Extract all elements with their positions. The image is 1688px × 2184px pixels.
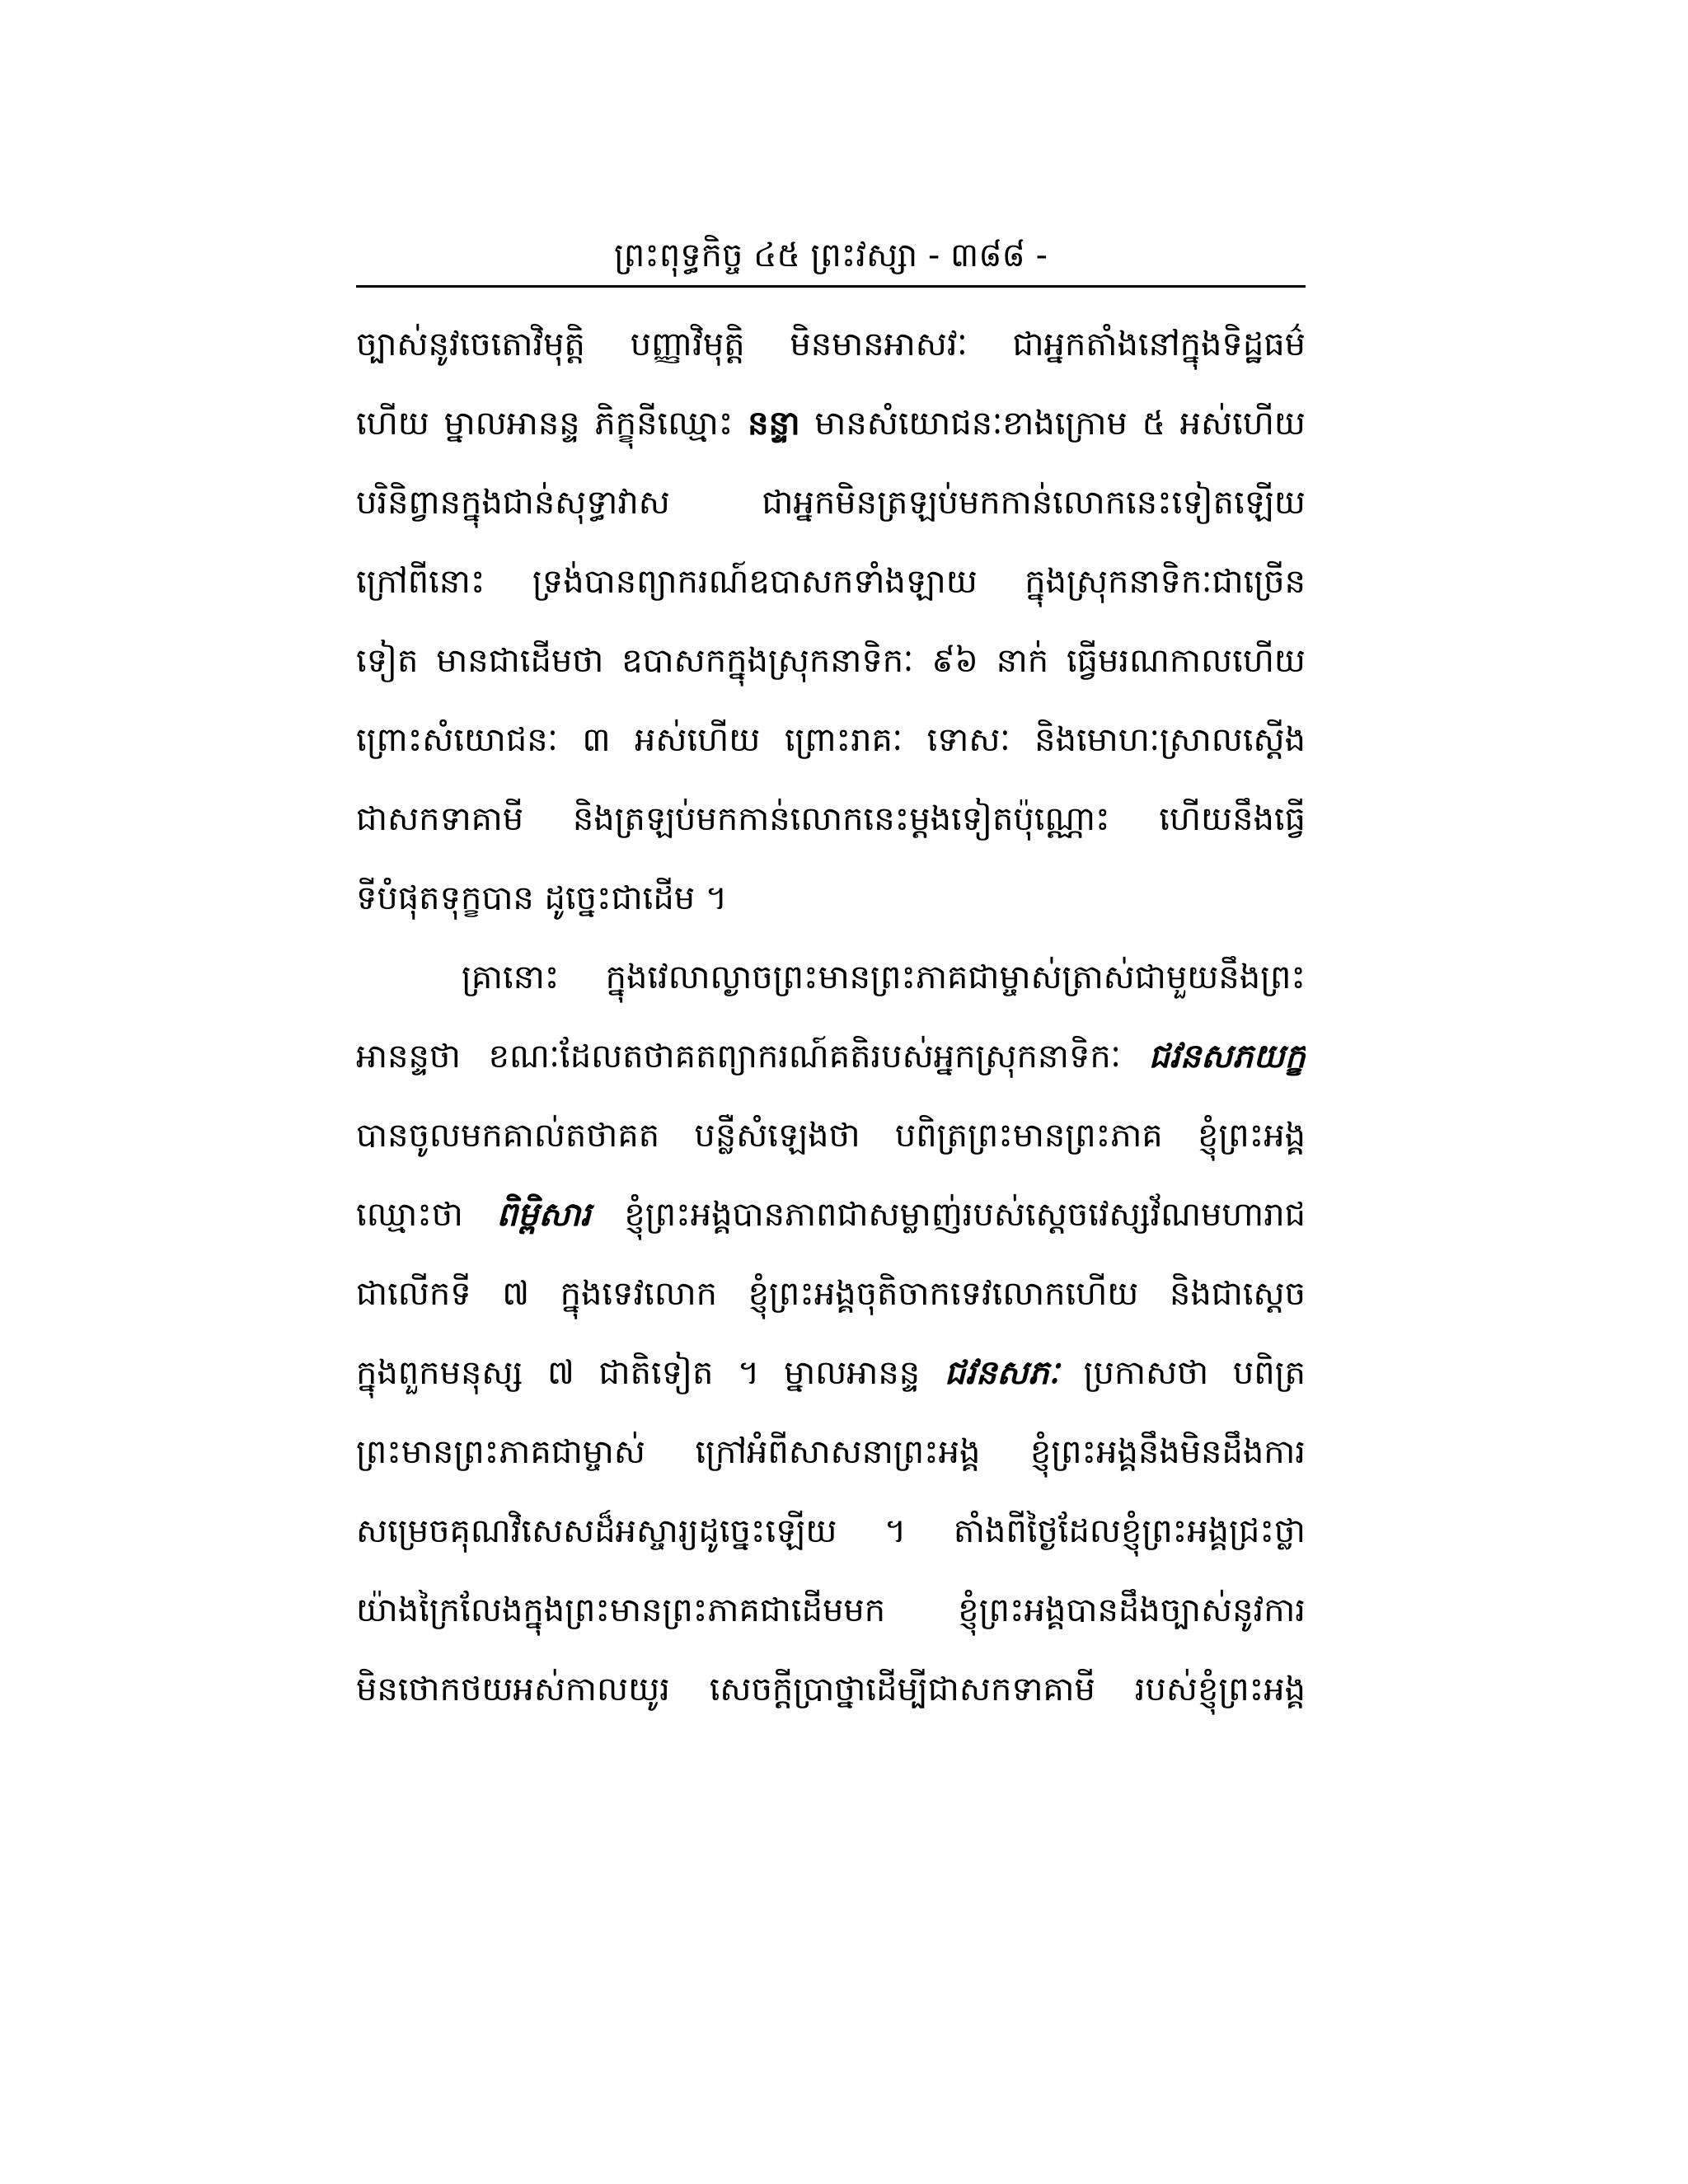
text-line-5: ទៀត មានជាដើមថា ឧបាសកក្នុងស្រុកនាទិកៈ ៩៦ នាក់ ធ្វើមរណកាលហើយ	[356, 642, 1306, 680]
text-line-2: ហើយ ម្នាលអានន្ទ ភិក្ខុនីឈ្មោះ នន្ទា មានសំយោជនៈខាងក្រោម ៥ អស់ហើយ	[356, 405, 1306, 443]
text-line-7: ជាសកទាគាមី និងត្រឡប់មកកាន់លោកនេះម្តងទៀតប៉ុណ្ណោះ ហើយនឹងធ្វើ	[356, 800, 1306, 838]
text-line-1: ច្បាស់នូវចេតោវិមុត្តិ បញ្ញាវិមុត្តិ មិនមានអាសវៈ ជាអ្នកតាំងនៅក្នុងទិដ្ឋធម៌	[356, 326, 1306, 363]
header-divider	[356, 285, 1306, 288]
text-line-11: បានចូលមកគាល់តថាគត បន្លឺសំឡេងថា បពិត្រព្រះមានព្រះភាគ ខ្ញុំព្រះអង្គ	[356, 1117, 1306, 1155]
bold-name-javanasabha-yakkha: ជវនសភយក្ខ	[1148, 1038, 1306, 1076]
text-line-3: បរិនិព្វានក្នុងជាន់សុទ្ធាវាស ជាអ្នកមិនត្រឡប់មកកាន់លោកនេះទៀតឡើយ	[356, 484, 1306, 522]
text-line-9: គ្រានោះ ក្នុងវេលាល្ងាចព្រះមានព្រះភាគជាម្ចាស់ត្រាស់ជាមួយនឹងព្រះ	[462, 958, 1306, 996]
text-line-17: យ៉ាងក្រៃលែងក្នុងព្រះមានព្រះភាគជាដើមមក ខ្ញុំព្រះអង្គបានដឹងច្បាស់នូវការ	[356, 1591, 1306, 1629]
text-line-10: អានន្ទថា ខណៈដែលតថាគតព្យាករណ៍គតិរបស់អ្នកស្រុកនាទិកៈ ជវនសភយក្ខ	[356, 1038, 1306, 1076]
text-line-4: ក្រៅពីនោះ ទ្រង់បានព្យាករណ៍ឧបាសកទាំងឡាយ ក្នុងស្រុកនាទិកៈជាច្រើន	[356, 563, 1306, 601]
text-line-15: ព្រះមានព្រះភាគជាម្ចាស់ ក្រៅអំពីសាសនាព្រះអង្គ ខ្ញុំព្រះអង្គនឹងមិនដឹងការ	[356, 1433, 1306, 1471]
page-header: ព្រះពុទ្ធកិច្ច ៤៥ ព្រះវស្សា - ៣៨៨ -	[613, 237, 1048, 274]
text-line-18: មិនថោកថយអស់កាលយូរ សេចក្តីប្រាថ្នាដើម្បីជាសកទាគាមី របស់ខ្ញុំព្រះអង្គ	[356, 1671, 1306, 1708]
bold-name-nanda: នន្ទា	[748, 405, 800, 443]
text-line-13: ជាលើកទី ៧ ក្នុងទេវលោក ខ្ញុំព្រះអង្គចុតិចាកទេវលោកហើយ និងជាស្តេច	[356, 1275, 1306, 1313]
text-line-6: ព្រោះសំយោជនៈ ៣ អស់ហើយ ព្រោះរាគៈ ទោសៈ និងមោហៈស្រាលស្តើង	[356, 721, 1306, 759]
text-line-16: សម្រេចគុណវិសេសដ៏អស្ចារ្យដូច្នេះឡើយ ។ តាំងពីថ្ងៃដែលខ្ញុំព្រះអង្គជ្រះថ្លា	[356, 1512, 1306, 1550]
text-line-14: ក្នុងពួកមនុស្ស ៧ ជាតិទៀត ។ ម្នាលអានន្ទ ជវនសភៈ ប្រកាសថា បពិត្រ	[356, 1354, 1306, 1392]
bold-name-bimbisara: ពិម្ពិសារ	[496, 1196, 591, 1234]
text-line-8: ទីបំផុតទុក្ខបាន ដូច្នេះជាដើម ។	[356, 879, 728, 917]
bold-name-javanasabha: ជវនសភៈ	[944, 1354, 1059, 1392]
body-text	[356, 305, 1306, 1729]
text-line-12: ឈ្មោះថា ពិម្ពិសារ ខ្ញុំព្រះអង្គបានភាពជាសម្លាញ់របស់ស្តេចវេស្សវ័ណមហារាជ	[356, 1196, 1306, 1234]
